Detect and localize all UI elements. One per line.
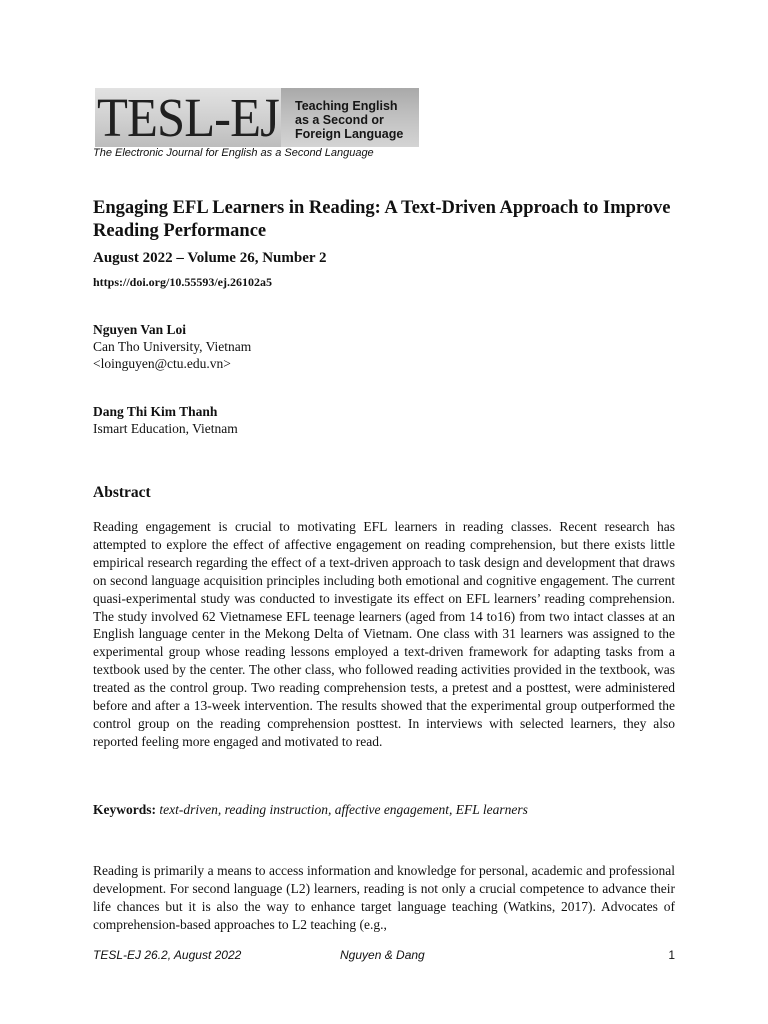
logo-wordmark-panel bbox=[95, 88, 281, 147]
footer-journal-issue: TESL-EJ 26.2, August 2022 bbox=[93, 948, 242, 962]
logo-tagline bbox=[295, 99, 403, 141]
logo-wordmark: TESL-EJ bbox=[97, 88, 279, 147]
journal-logo bbox=[95, 88, 419, 147]
abstract-text: Reading engagement is crucial to motivating EFL learners in reading classes. Recent research has attempted to explore the effect of affective engagement on reading comprehension, but there exists little empirical research regarding the effect of a text-driven approach to task design and development that draws on second language acquisition principles including both emotional and cognitive engagement. The current quasi-experimental study was conducted to investigate its effect on EFL learners’ reading comprehension. The study involved 62 Vietnamese EFL teenage learners (aged from 14 to16) from two intact classes at an English language center in the Mekong Delta of Vietnam. One class with 31 learners was assigned to the experimental group whose reading lessons employed a text-driven framework for adapting tasks from a textbook used by the center. The other class, who followed reading activities provided in the textbook, was treated as the control group. Two reading comprehension tests, a pretest and a posttest, were administered before and after a 13-week intervention. The results showed that the experimental group outperformed the control group on the reading comprehension posttest. In interviews with selected learners, they also reported feeling more engaged and motivated to read. bbox=[93, 519, 675, 749]
article-title: Engaging EFL Learners in Reading: A Text-Driven Approach to Improve Reading Performance bbox=[93, 198, 671, 241]
logo-tagline-line-3: Foreign Language bbox=[295, 127, 404, 141]
logo-tagline-line-1: Teaching English bbox=[295, 99, 398, 113]
author-name: Dang Thi Kim Thanh bbox=[93, 404, 218, 419]
page-number: 1 bbox=[668, 948, 675, 962]
author-affiliation: Can Tho University, Vietnam bbox=[93, 339, 252, 354]
author-email[interactable]: <loinguyen@ctu.edu.vn> bbox=[93, 356, 231, 371]
logo-tagline-panel bbox=[281, 88, 419, 147]
logo-tagline-line-2: as a Second or bbox=[295, 113, 384, 127]
page-footer bbox=[93, 947, 675, 963]
issue-info: August 2022 – Volume 26, Number 2 bbox=[93, 250, 327, 266]
doi-link[interactable]: https://doi.org/10.55593/ej.26102a5 bbox=[93, 275, 272, 289]
journal-subtitle: The Electronic Journal for English as a Second Language bbox=[93, 147, 374, 159]
author-name: Nguyen Van Loi bbox=[93, 322, 187, 337]
keywords-list: text-driven, reading instruction, affective engagement, EFL learners bbox=[159, 802, 528, 817]
author-block-1 bbox=[93, 321, 251, 372]
author-affiliation: Ismart Education, Vietnam bbox=[93, 421, 238, 436]
keywords-label: Keywords: bbox=[93, 802, 156, 817]
abstract-heading: Abstract bbox=[93, 484, 151, 501]
intro-paragraph: Reading is primarily a means to access information and knowledge for personal, academic and professional development. For second language (L2) learners, reading is not only a crucial competence to advance their life chances but it is also the way to enhance target language teaching (Watkins, 2017). Advocates of comprehension-based approaches to L2 teaching (e.g., bbox=[93, 863, 675, 932]
keywords bbox=[93, 801, 675, 819]
author-block-2 bbox=[93, 403, 238, 437]
footer-authors: Nguyen & Dang bbox=[340, 948, 425, 962]
